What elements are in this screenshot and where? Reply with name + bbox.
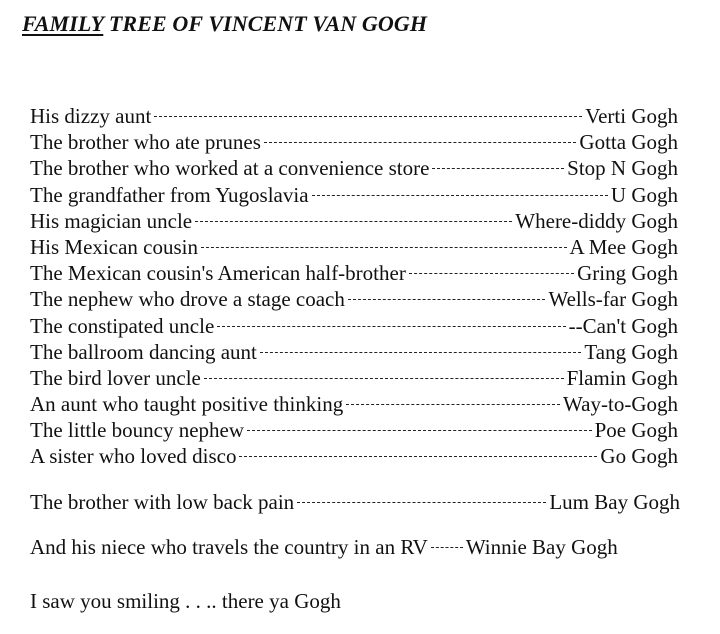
- entry-name: Wells-far Gogh: [548, 287, 678, 312]
- dashed-leader: [204, 376, 564, 379]
- dashed-leader: [201, 245, 567, 248]
- entry-description: The bird lover uncle: [30, 365, 201, 390]
- list-item: [30, 235, 678, 261]
- entry-description: The Mexican cousin's American half-brother: [30, 261, 406, 286]
- list-item: [30, 287, 678, 313]
- entry-name: Gring Gogh: [577, 261, 678, 286]
- list-item: [30, 183, 678, 209]
- entry-name: Lum Bay Gogh: [549, 490, 680, 514]
- dashed-leader: [409, 271, 574, 274]
- dashed-leader: [239, 454, 597, 457]
- dashed-leader: [312, 193, 608, 196]
- entry-description: The grandfather from Yugoslavia: [30, 182, 309, 207]
- entry-description: The brother who worked at a convenience store: [30, 156, 430, 181]
- entry-description: The brother who ate prunes: [30, 130, 261, 155]
- list-item-back-pain: [30, 490, 680, 515]
- dashed-leader: [247, 428, 592, 431]
- entry-name: A Mee Gogh: [569, 234, 678, 259]
- entry-description: And his niece who travels the country in an RV: [30, 535, 428, 559]
- list-item: [30, 444, 678, 470]
- list-item: [30, 314, 678, 340]
- dashed-leader: [346, 402, 560, 405]
- entry-description: The constipated uncle: [30, 313, 215, 338]
- dashed-leader: [260, 350, 582, 353]
- entry-name: Gotta Gogh: [579, 130, 678, 155]
- list-item: [30, 209, 678, 235]
- family-tree-list: [30, 104, 678, 471]
- list-item: [30, 261, 678, 287]
- entry-name: --Can't Gogh: [568, 313, 678, 338]
- list-item: [30, 156, 678, 182]
- entry-name: Winnie Bay Gogh: [465, 535, 618, 559]
- list-item: [30, 340, 678, 366]
- title-rest: TREE OF VINCENT VAN GOGH: [103, 11, 428, 36]
- entry-name: Way-to-Gogh: [563, 392, 678, 417]
- dashed-leader: [432, 166, 564, 169]
- title-underlined-word: FAMILY: [22, 11, 104, 36]
- entry-description: A sister who loved disco: [30, 444, 237, 469]
- entry-name: Flamin Gogh: [566, 365, 678, 390]
- entry-description: His dizzy aunt: [30, 104, 152, 128]
- dashed-leader: [431, 545, 463, 548]
- closing-line: I saw you smiling . . .. there ya Gogh: [30, 589, 341, 613]
- entry-name: Where-diddy Gogh: [515, 208, 678, 233]
- dashed-leader: [264, 140, 577, 143]
- entry-description: An aunt who taught positive thinking: [30, 392, 344, 417]
- entry-name: Go Gogh: [600, 444, 678, 469]
- entry-description: His magician uncle: [30, 208, 193, 233]
- entry-description: The ballroom dancing aunt: [30, 339, 257, 364]
- entry-description: The little bouncy nephew: [30, 418, 245, 443]
- list-item: [30, 392, 678, 418]
- dashed-leader: [195, 219, 512, 222]
- entry-name: Tang Gogh: [584, 339, 678, 364]
- entry-description: The nephew who drove a stage coach: [30, 287, 345, 312]
- dashed-leader: [297, 500, 546, 503]
- list-item: [30, 104, 678, 130]
- entry-description: The brother with low back pain: [30, 490, 295, 514]
- dashed-leader: [217, 324, 565, 327]
- entry-name: Verti Gogh: [585, 104, 678, 128]
- page-title: [22, 11, 427, 37]
- entry-description: His Mexican cousin: [30, 234, 198, 259]
- dashed-leader: [348, 297, 546, 300]
- entry-name: U Gogh: [610, 182, 678, 207]
- entry-name: Stop N Gogh: [567, 156, 678, 181]
- entry-name: Poe Gogh: [594, 418, 678, 443]
- list-item-rv-niece: [30, 535, 686, 560]
- list-item: [30, 366, 678, 392]
- list-item: [30, 130, 678, 156]
- dashed-leader: [154, 114, 582, 117]
- list-item: [30, 418, 678, 444]
